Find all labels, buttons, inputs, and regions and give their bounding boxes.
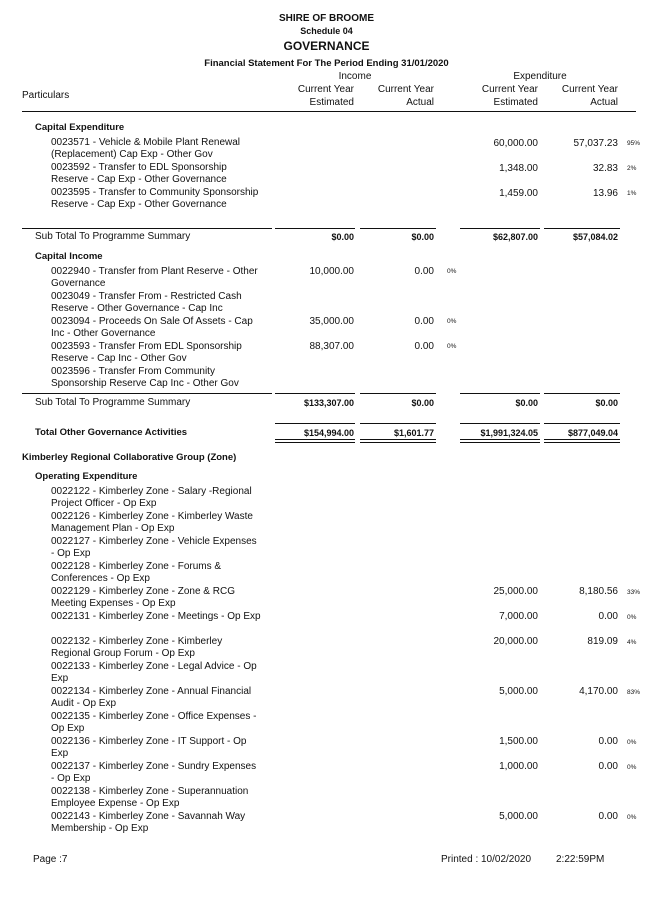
inc-percent: 0% <box>447 268 457 275</box>
row-description: 0023049 - Transfer From - Restricted Cash Reserve - Other Governance - Cap Inc <box>51 291 242 315</box>
row-description: 0022134 - Kimberley Zone - Annual Financial Audit - Op Exp <box>51 686 252 710</box>
row-description: 0022129 - Kimberley Zone - Zone & RCG Meeting Expenses - Op Exp <box>51 586 235 610</box>
row-description: 0023571 - Vehicle & Mobile Plant Renewal (Replacement) Cap Exp - Other Gov <box>51 137 241 161</box>
exp-actual: 0.00 <box>598 611 618 622</box>
exp-percent: 83% <box>627 689 641 696</box>
inc-actual: $0.00 <box>411 398 434 408</box>
inc-estimated: $154,994.00 <box>303 428 354 438</box>
subtotal-label: Sub Total To Programme Summary <box>35 231 191 242</box>
exp-percent: 0% <box>627 739 637 746</box>
total-label: Total Other Governance Activities <box>35 427 188 438</box>
row-description: 0022136 - Kimberley Zone - IT Support - Op Exp <box>51 736 247 760</box>
col-income-actual: Current Year Actual <box>377 84 434 108</box>
row-description: 0023592 - Transfer to EDL Sponsorship Reserve - Cap Exp - Other Governance <box>51 162 227 186</box>
exp-actual: $0.00 <box>595 398 618 408</box>
subtotal-rule <box>460 228 540 229</box>
row-description: 0022127 - Kimberley Zone - Vehicle Expenses - Op Exp <box>51 536 257 560</box>
exp-percent: 4% <box>627 639 637 646</box>
exp-estimated: 1,348.00 <box>499 163 538 174</box>
exp-actual: 0.00 <box>598 811 618 822</box>
exp-actual: $877,049.04 <box>567 428 618 438</box>
expenditure-group-label: Expenditure <box>513 71 567 82</box>
section-title-operating-expenditure: Operating Expenditure <box>35 471 138 482</box>
total-double-rule <box>360 439 436 443</box>
subtotal-rule-left <box>22 228 272 229</box>
exp-estimated: 1,459.00 <box>499 188 538 199</box>
row-description: 0022122 - Kimberley Zone - Salary -Regional Project Officer - Op Exp <box>51 486 252 510</box>
subtotal-rule <box>275 393 355 394</box>
row-description: 0023596 - Transfer From Community Sponsorship Reserve Cap Inc - Other Gov <box>51 366 239 390</box>
total-double-rule <box>275 439 355 443</box>
page-title: GOVERNANCE <box>283 39 370 53</box>
inc-estimated: 10,000.00 <box>309 266 354 277</box>
subtotal-rule <box>360 228 436 229</box>
exp-estimated: $1,991,324.05 <box>480 428 538 438</box>
subtotal-rule <box>544 393 620 394</box>
row-description: 0023595 - Transfer to Community Sponsorship Reserve - Cap Exp - Other Governance <box>51 187 259 211</box>
col-income-estimated: Current Year Estimated <box>297 84 354 108</box>
section-title-capital-expenditure: Capital Expenditure <box>35 122 125 133</box>
program-title-kimberley: Kimberley Regional Collaborative Group (Zone) <box>22 452 237 463</box>
inc-percent: 0% <box>447 318 457 325</box>
inc-actual: 0.00 <box>414 341 434 352</box>
subtotal-rule <box>544 228 620 229</box>
org-name: SHIRE OF BROOME <box>278 13 374 24</box>
exp-estimated: 1,500.00 <box>499 736 538 747</box>
particulars-header: Particulars <box>22 90 70 101</box>
exp-percent: 95% <box>627 140 641 147</box>
exp-estimated: $62,807.00 <box>492 232 538 242</box>
row-description: 0022126 - Kimberley Zone - Kimberley Waste Management Plan - Op Exp <box>51 511 253 535</box>
exp-actual: $57,084.02 <box>572 232 618 242</box>
exp-estimated: 60,000.00 <box>493 138 538 149</box>
row-description: 0022143 - Kimberley Zone - Savannah Way Membership - Op Exp <box>51 811 246 835</box>
exp-actual: 0.00 <box>598 761 618 772</box>
statement-title: Financial Statement For The Period Ending 31/01/2020 <box>204 58 449 69</box>
row-description: 0022137 - Kimberley Zone - Sundry Expenses - Op Exp <box>51 761 257 785</box>
row-description: 0022132 - Kimberley Zone - Kimberley Regional Group Forum - Op Exp <box>51 636 223 660</box>
exp-estimated: 25,000.00 <box>493 586 538 597</box>
printed-date: 10/02/2020 <box>481 854 532 865</box>
total-rule <box>460 423 540 424</box>
exp-actual: 13.96 <box>592 188 618 199</box>
exp-estimated: $0.00 <box>515 398 538 408</box>
total-double-rule <box>460 439 540 443</box>
subtotal-label: Sub Total To Programme Summary <box>35 397 191 408</box>
printed-time: 2:22:59PM <box>556 854 605 865</box>
total-rule <box>275 423 355 424</box>
header-rule <box>22 111 636 112</box>
row-description: 0022135 - Kimberley Zone - Office Expenses - Op Exp <box>51 711 257 735</box>
exp-estimated: 5,000.00 <box>499 686 538 697</box>
exp-actual: 819.09 <box>587 636 618 647</box>
row-description: 0022133 - Kimberley Zone - Legal Advice - Op Exp <box>51 661 257 685</box>
exp-estimated: 7,000.00 <box>499 611 538 622</box>
inc-actual: 0.00 <box>414 266 434 277</box>
row-description: 0022131 - Kimberley Zone - Meetings - Op Exp <box>51 611 261 622</box>
exp-percent: 1% <box>627 190 637 197</box>
exp-estimated: 5,000.00 <box>499 811 538 822</box>
schedule-label: Schedule 04 <box>300 26 353 36</box>
printed-label: Printed : <box>441 854 479 865</box>
inc-estimated: $0.00 <box>331 232 354 242</box>
exp-actual: 32.83 <box>592 163 618 174</box>
col-expenditure-estimated: Current Year Estimated <box>481 84 538 108</box>
subtotal-rule <box>275 228 355 229</box>
exp-actual: 57,037.23 <box>573 138 618 149</box>
page-number: Page :7 <box>33 854 68 865</box>
exp-actual: 4,170.00 <box>579 686 618 697</box>
exp-percent: 0% <box>627 764 637 771</box>
exp-percent: 33% <box>627 589 641 596</box>
subtotal-rule-left <box>22 393 272 394</box>
inc-estimated: 35,000.00 <box>309 316 354 327</box>
row-description: 0023094 - Proceeds On Sale Of Assets - Cap Inc - Other Governance <box>51 316 253 340</box>
section-title-capital-income: Capital Income <box>35 251 103 262</box>
exp-actual: 0.00 <box>598 736 618 747</box>
inc-actual: 0.00 <box>414 316 434 327</box>
exp-percent: 0% <box>627 614 637 621</box>
exp-percent: 0% <box>627 814 637 821</box>
exp-actual: 8,180.56 <box>579 586 618 597</box>
row-description: 0022128 - Kimberley Zone - Forums & Conferences - Op Exp <box>51 561 222 585</box>
inc-estimated: $133,307.00 <box>303 398 354 408</box>
total-rule <box>544 423 620 424</box>
row-description: 0023593 - Transfer From EDL Sponsorship Reserve - Cap Inc - Other Gov <box>51 341 242 365</box>
subtotal-rule <box>360 393 436 394</box>
subtotal-rule <box>460 393 540 394</box>
row-description: 0022138 - Kimberley Zone - Superannuation Employee Expense - Op Exp <box>51 786 249 810</box>
exp-percent: 2% <box>627 165 637 172</box>
total-rule <box>360 423 436 424</box>
inc-estimated: 88,307.00 <box>309 341 354 352</box>
row-description: 0022940 - Transfer from Plant Reserve - Other Governance <box>51 266 258 290</box>
inc-percent: 0% <box>447 343 457 350</box>
inc-actual: $0.00 <box>411 232 434 242</box>
inc-actual: $1,601.77 <box>393 428 434 438</box>
exp-estimated: 1,000.00 <box>499 761 538 772</box>
col-expenditure-actual: Current Year Actual <box>561 84 618 108</box>
total-double-rule <box>544 439 620 443</box>
income-group-label: Income <box>338 71 372 82</box>
exp-estimated: 20,000.00 <box>493 636 538 647</box>
